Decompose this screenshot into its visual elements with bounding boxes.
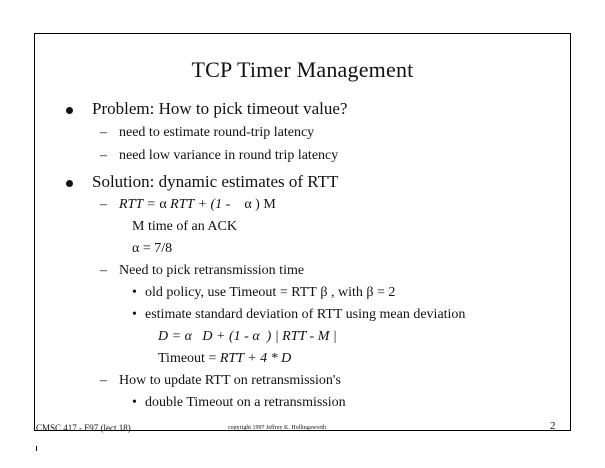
bullet-dot-problem [66, 107, 73, 114]
old-policy-c: = 2 [376, 285, 396, 300]
slide-frame [34, 33, 571, 431]
beta-symbol: β [320, 285, 328, 300]
bullet-dot-solution [66, 180, 73, 187]
alpha-symbol: α [184, 329, 192, 344]
small-bullet-1: • [132, 285, 137, 300]
dash-2: – [100, 148, 107, 163]
retransmission-heading: Need to pick retransmission time [119, 263, 305, 278]
corner-mark [36, 446, 37, 451]
d-formula [158, 329, 337, 345]
update-heading: How to update RTT on retransmission's [119, 373, 341, 388]
dash-3: – [100, 197, 107, 212]
dash-1: – [100, 125, 107, 140]
footer-course: CMSC 417 - F97 (lect 18) [36, 423, 131, 433]
dash-5: – [100, 373, 107, 388]
alpha-symbol: α [244, 197, 252, 212]
problem-text: Problem: How to pick timeout value? [92, 99, 348, 118]
d-formula-b: D + (1 - [198, 329, 253, 344]
sub-item-latency: need to estimate round-trip latency [119, 125, 315, 140]
estimate-text: estimate standard deviation of RTT using mean deviation [145, 307, 466, 322]
page-number: 2 [550, 420, 556, 432]
alpha-value [132, 241, 172, 257]
rtt-formula-a: RTT = [119, 197, 160, 212]
m-definition: M time of an ACK [132, 219, 237, 234]
footer-copyright: copyright 1997 Jeffrey K. Hollingsworth [228, 425, 327, 431]
small-bullet-2: • [132, 307, 137, 322]
timeout-a: Timeout = [158, 351, 220, 366]
old-policy [145, 285, 395, 301]
old-policy-b: , with [330, 285, 363, 300]
slide-title: TCP Timer Management [191, 57, 414, 82]
dash-4: – [100, 263, 107, 278]
beta-symbol: β [366, 285, 374, 300]
timeout-b: RTT + 4 * D [219, 351, 292, 366]
rtt-formula-b: RTT + (1 - [166, 197, 234, 212]
d-formula-a: D = [158, 329, 185, 344]
d-formula-c: ) | RTT - M | [266, 329, 337, 344]
alpha-symbol: α [132, 241, 140, 256]
old-policy-a: old policy, use Timeout = RTT [145, 285, 317, 300]
alpha-symbol: α [252, 329, 260, 344]
small-bullet-3: • [132, 395, 137, 410]
double-timeout: double Timeout on a retransmission [145, 395, 346, 410]
rtt-formula-c: ) M [255, 197, 276, 212]
timeout-formula [158, 351, 291, 367]
solution-text: Solution: dynamic estimates of RTT [92, 172, 339, 191]
rtt-formula [119, 197, 276, 213]
alpha-value-text: = 7/8 [142, 241, 173, 256]
sub-item-variance: need low variance in round trip latency [119, 148, 339, 163]
alpha-symbol: α [159, 197, 167, 212]
